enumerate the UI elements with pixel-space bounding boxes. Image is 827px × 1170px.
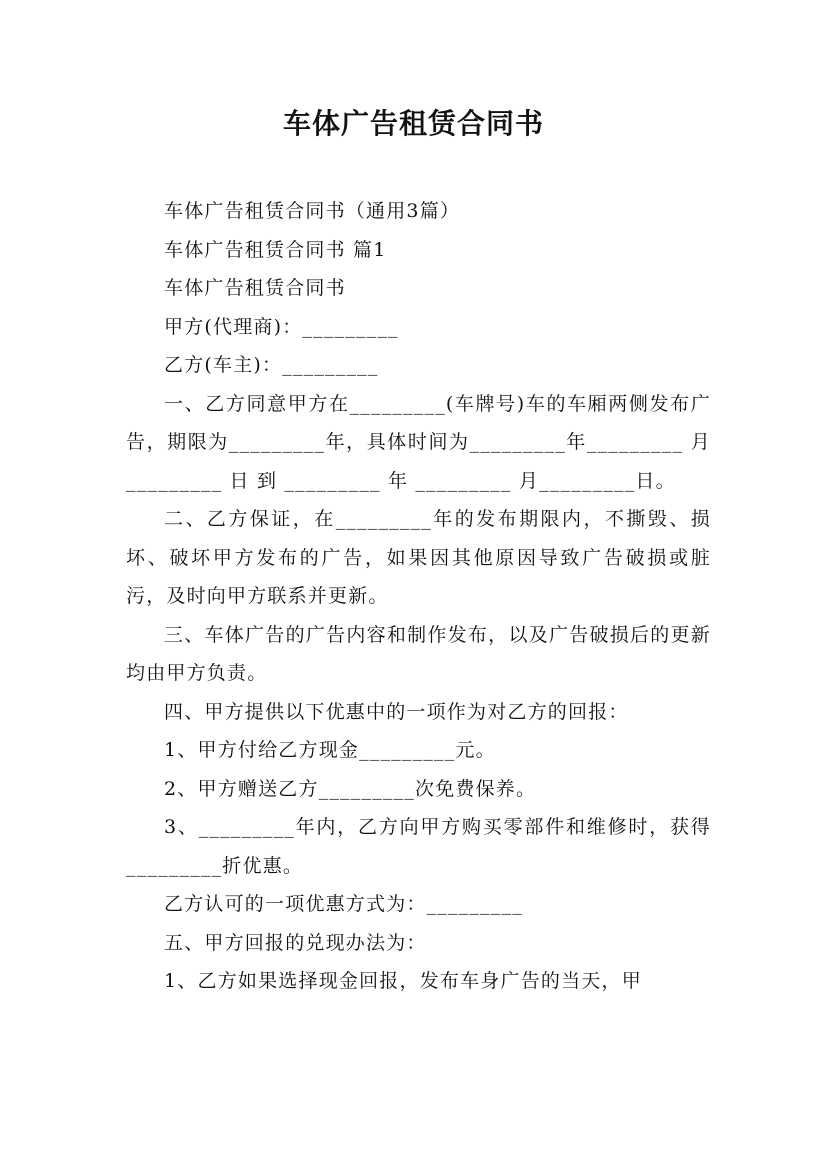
paragraph-option-3: 3、_________年内，乙方向甲方购买零部件和维修时，获得_________折优惠。 [126, 816, 711, 877]
paragraph-chosen-option: 乙方认可的一项优惠方式为：_________ [164, 893, 523, 915]
paragraph-clause-2: 二、乙方保证，在_________年的发布期限内，不撕毁、损坏、破坏甲方发布的广告，如果因其他原因导致广告破损或脏污，及时向甲方联系并更新。 [126, 508, 711, 607]
paragraph-subtitle: 车体广告租赁合同书（通用3篇） [164, 200, 461, 222]
paragraph-clause-4: 四、甲方提供以下优惠中的一项作为对乙方的回报： [164, 700, 629, 723]
document-title: 车体广告租赁合同书 [282, 107, 544, 140]
document-body [126, 192, 711, 1001]
paragraph-part-heading: 车体广告租赁合同书 篇1 [164, 238, 387, 261]
paragraph-party-a: 甲方(代理商)：_________ [164, 315, 399, 338]
paragraph-party-b: 乙方(车主)：_________ [164, 354, 379, 376]
paragraph-clause-5: 五、甲方回报的兑现办法为： [164, 931, 427, 954]
paragraph-clause-1: 一、乙方同意甲方在_________(车牌号)车的车厢两侧发布广告，期限为_________年，具体时间为_________年_________ 月 _________ 日 到 _________ 年 _________ 月_________日。 [126, 392, 711, 492]
paragraph-clause-3: 三、车体广告的广告内容和制作发布，以及广告破损后的更新均由甲方负责。 [126, 623, 711, 684]
paragraph-redemption-1: 1、乙方如果选择现金回报，发布车身广告的当天，甲 [164, 970, 642, 992]
paragraph-option-1: 1、甲方付给乙方现金_________元。 [164, 739, 496, 761]
paragraph-option-2: 2、甲方赠送乙方_________次免费保养。 [164, 777, 537, 800]
paragraph-contract-name: 车体广告租赁合同书 [164, 277, 346, 299]
